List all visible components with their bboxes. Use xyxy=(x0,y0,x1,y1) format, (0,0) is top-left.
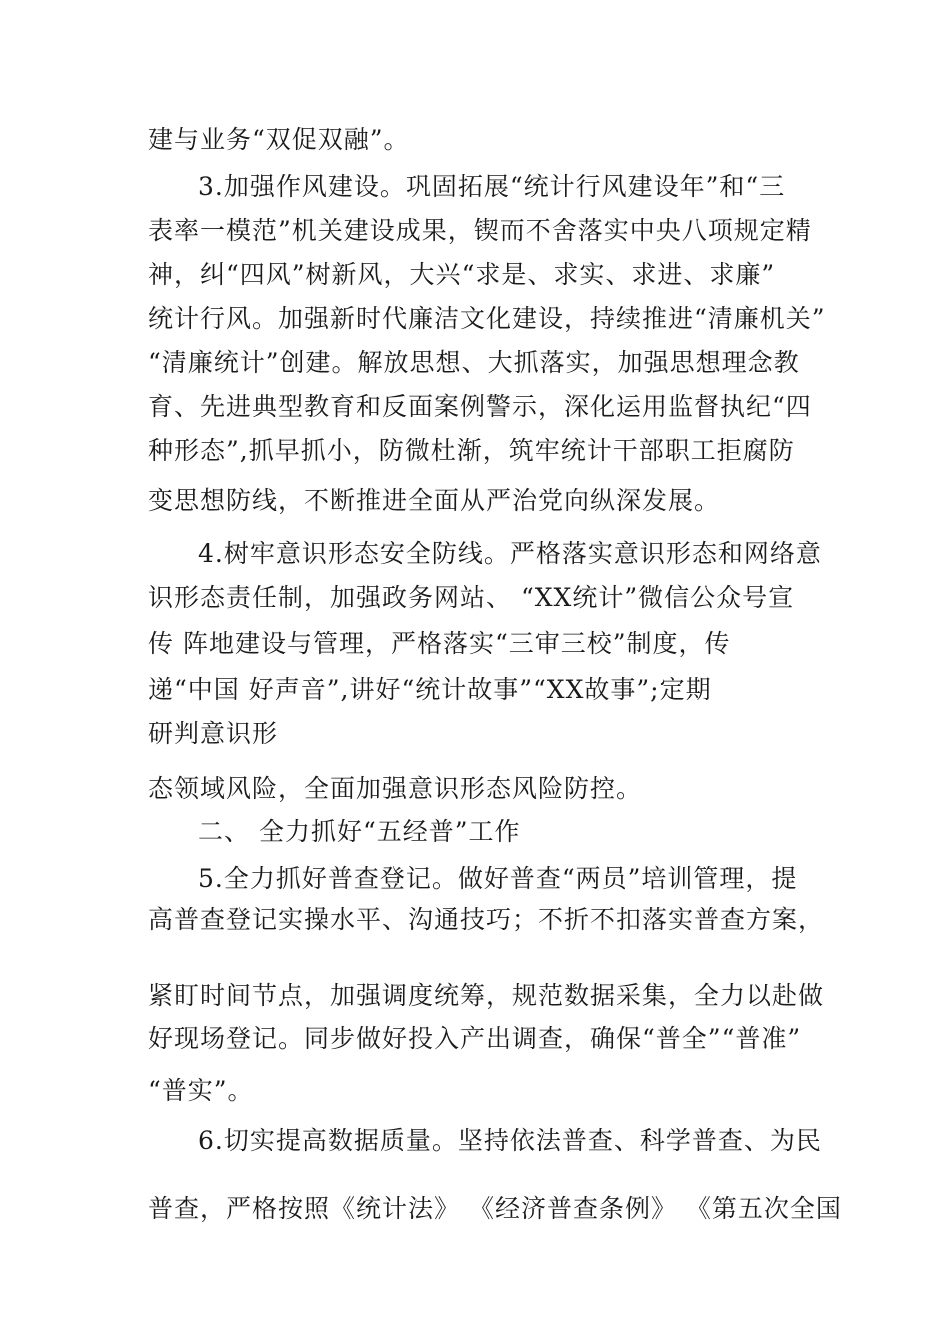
paragraph-line: 传 阵地建设与管理，严格落实“三审三校”制度，传 xyxy=(148,629,731,658)
paragraph-line: 紧盯时间节点，加强调度统筹，规范数据采集，全力以赴做 xyxy=(148,981,825,1010)
paragraph-line: 统计行风。加强新时代廉洁文化建设，持续推进“清廉机关” xyxy=(148,304,826,333)
paragraph-line: 递“中国 好声音”,讲好“统计故事”“XX故事”;定期 xyxy=(148,675,712,704)
paragraph-line: 4.树牢意识形态安全防线。严格落实意识形态和网络意 xyxy=(198,539,822,568)
paragraph-line: 好现场登记。同步做好投入产出调查，确保“普全”“普准” xyxy=(148,1024,802,1053)
paragraph-line: “清廉统计”创建。解放思想、大抓落实，加强思想理念教 xyxy=(148,348,800,377)
paragraph-line: 育、先进典型教育和反面案例警示，深化运用监督执纪“四 xyxy=(148,392,812,421)
paragraph-line: 普查，严格按照《统计法》 《经济普查条例》 《第五次全国 xyxy=(148,1194,842,1223)
paragraph-line: 建与业务“双促双融”。 xyxy=(148,125,410,154)
paragraph-line: 研判意识形 xyxy=(148,719,279,748)
section-heading: 二、 全力抓好“五经普”工作 xyxy=(198,817,521,846)
paragraph-line: 变思想防线，不断推进全面从严治党向纵深发展。 xyxy=(148,486,721,515)
paragraph-line: 表率一模范”机关建设成果，锲而不舍落实中央八项规定精 xyxy=(148,216,812,245)
paragraph-line: 态领域风险，全面加强意识形态风险防控。 xyxy=(148,774,643,803)
paragraph-line: 神，纠“四风”树新风，大兴“求是、求实、求进、求廉” xyxy=(148,260,776,289)
paragraph-line: 5.全力抓好普查登记。做好普查“两员”培训管理，提 xyxy=(198,864,798,893)
paragraph-line: 高普查登记实操水平、沟通技巧；不折不扣落实普查方案， xyxy=(148,905,825,934)
paragraph-line: 识形态责任制，加强政务网站、 “XX统计”微信公众号宣 xyxy=(148,583,795,612)
paragraph-line: 种形态”,抓早抓小，防微杜渐，筑牢统计干部职工拒腐防 xyxy=(148,436,795,465)
paragraph-line: 6.切实提高数据质量。坚持依法普查、科学普查、为民 xyxy=(198,1126,822,1155)
paragraph-line: “普实”。 xyxy=(148,1076,254,1105)
paragraph-line: 3.加强作风建设。巩固拓展“统计行风建设年”和“三 xyxy=(198,172,786,201)
